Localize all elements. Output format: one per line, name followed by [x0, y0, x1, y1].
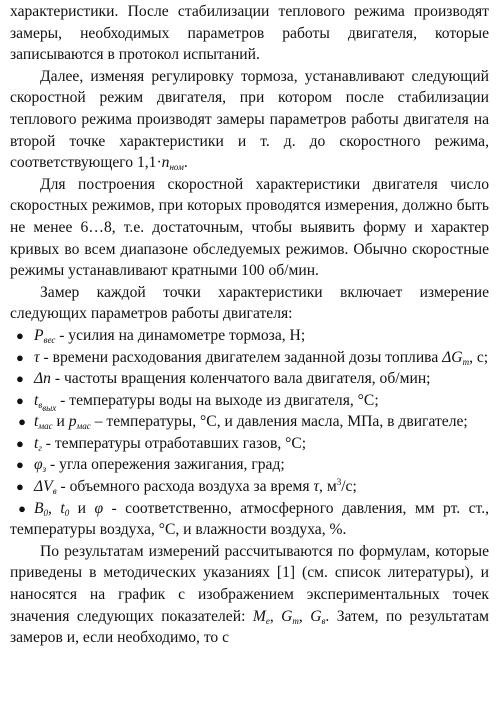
list-item: ● $B_0$, $t_0$ и φ - соответственно, атмосферного давления, мм рт. ст., температуры воздуха, °С, и влажности воздуха, %. — [10, 499, 489, 539]
list-item: ● $t_{в_{вых}}$ - температуры воды на выходе из двигателя, °С; — [16, 391, 379, 413]
list-item: ● $t_{мас}$ и $p_{мас}$ – температуры, °С, и давления масла, МПа, в двигателе; — [10, 411, 489, 433]
list-item: ● $\varphi_з$ - угла опережения зажигания, град; — [16, 456, 285, 475]
paragraph-2: Далее, изменяя регулировку тормоза, устанавливают следующий скоростной режим двигателя, при котором после стабилизации теплового режима производят замеры параметров работы двигателя на второй точке характеристики и т. д. до скоростного режима, соответствующего $1,1\cdot n_{ном}$. — [10, 67, 489, 173]
paragraph-3: Для построения скоростной характеристики двигателя число скоростных режимов, при которых проводятся измерения, должно быть не менее 6…8, т.е. достаточным, чтобы выявить форму и характер кривых во всем диапазоне обследуемых режимов. Обычно скоростные режимы устанавливают кратными 100 об/мин. — [10, 175, 489, 280]
bullet-icon: ● — [16, 349, 24, 365]
bullet-icon: ● — [16, 327, 24, 343]
paragraph-4: Замер каждой точки характеристики включает измерение следующих параметров работы двигателя: — [10, 283, 489, 323]
list-item: ● Δn - частоты вращения коленчатого вала двигателя, об/мин; — [10, 368, 489, 390]
bullet-icon: ● — [16, 479, 24, 495]
list-item: ● τ - времени расходования двигателем заданной дозы топлива $\Delta G_т$, с; — [16, 348, 489, 367]
bullet-icon: ● — [16, 457, 24, 473]
paragraph-5: По результатам измерений рассчитываются по формулам, которые приведены в методических указаниях [1] (см. список литературы), и наносятся на график с изображением экспериментальных точек значения следующих показателей: $M_e$, $G_т$, $G_в$. Затем, по результатам замеров и, если необходимо, то с — [10, 542, 489, 647]
bullet-icon: ● — [18, 414, 26, 430]
list-item: ● $P_{вес}$ - усилия на динамометре тормоза, Н; — [16, 326, 306, 345]
bullet-icon: ● — [16, 371, 24, 387]
list-item: ● $t_г$ - температуры отработавших газов, °С; — [16, 434, 307, 453]
paragraph-1: характеристики. После стабилизации теплового режима производят замеры, необходимых параметров работы двигателя, которые записываются в протокол испытаний. — [10, 3, 489, 64]
bullet-icon: ● — [18, 500, 26, 516]
bullet-icon: ● — [16, 435, 24, 451]
parameter-list — [10, 325, 489, 541]
bullet-icon: ● — [16, 392, 24, 408]
list-item: ● $\Delta V_в$ - объемного расхода воздуха за время τ, $м^3/с$; — [16, 476, 357, 497]
